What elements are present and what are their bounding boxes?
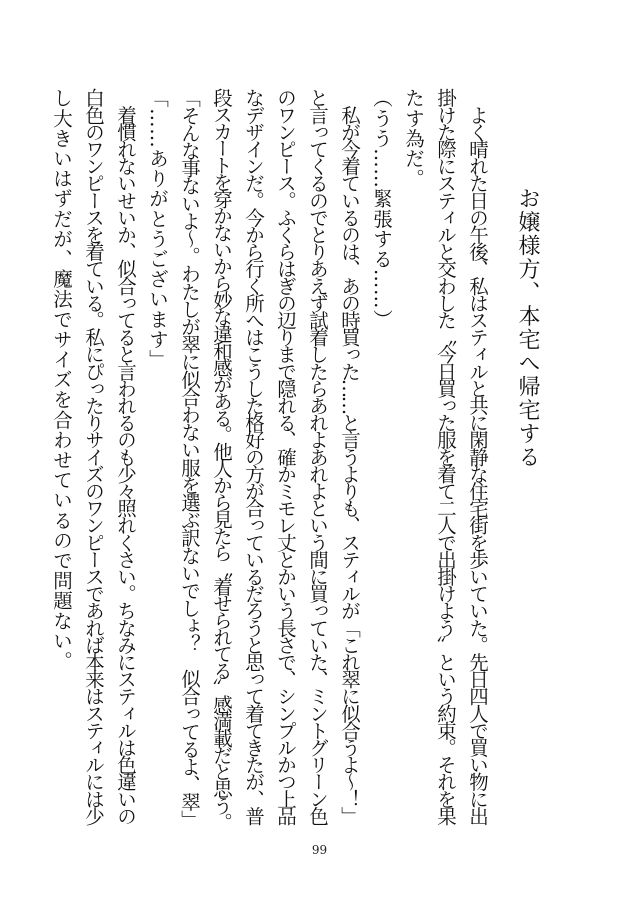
page-number: 99: [311, 843, 328, 857]
text-line-12: 着慣れないせいか、似合ってると言われるのも少々照れくさい。ちなみにスティルは色違いの: [114, 88, 137, 824]
text-line-8: なデザインだ。今から行く所へはこうした格好の方が合っているだろうと思って着てきたが、普: [242, 88, 265, 824]
text-line-6: と言ってくるのでとりあえず試着したらあれよあれよという間に買っていた、ミントグリーン色: [306, 88, 329, 824]
text-line-7: のワンピース。ふくらはぎの辺りまで隠れる、確かミモレ丈とかいう長さで、シンプルかつ上品: [274, 88, 297, 824]
text-line-9: 段スカートを穿かないから妙な違和感がある。他人から見たら〝着せられてる〟感満載だと思う。: [210, 88, 233, 830]
text-line-11: 「……ありがとうございます」: [146, 88, 169, 370]
text-line-14: し大きいはずだが、魔法でサイズを合わせているので問題ない。: [50, 88, 73, 671]
text-line-2: 掛けた際にスティルと交わした〝今日買った服を着て二人で出掛けよう〟という約束。それを果: [434, 88, 457, 824]
text-line-3: たす為だ。: [402, 88, 425, 189]
text-line-5: 私が今着ているのは、あの時買った……と言うよりも、スティルが「これ翠に似合うよ〜！」: [338, 88, 361, 824]
text-line-4: （うう……緊張する……）: [370, 88, 393, 330]
text-line-1: よく晴れた日の午後、私はスティルと共に閑静な住宅街を歩いていた。先日四人で買い物に出: [466, 88, 489, 824]
text-line-10: 「そんな事ないよ〜。わたしが翠に似合わない服を選ぶ訳ないでしょ？ 似合ってるよ、翠」: [178, 88, 201, 828]
text-line-13: 白色のワンピースを着ている。私にぴったりサイズのワンピースであれば本来はスティルには少: [82, 88, 105, 824]
chapter-title: お嬢様方、本宅へ帰宅する: [515, 187, 540, 469]
